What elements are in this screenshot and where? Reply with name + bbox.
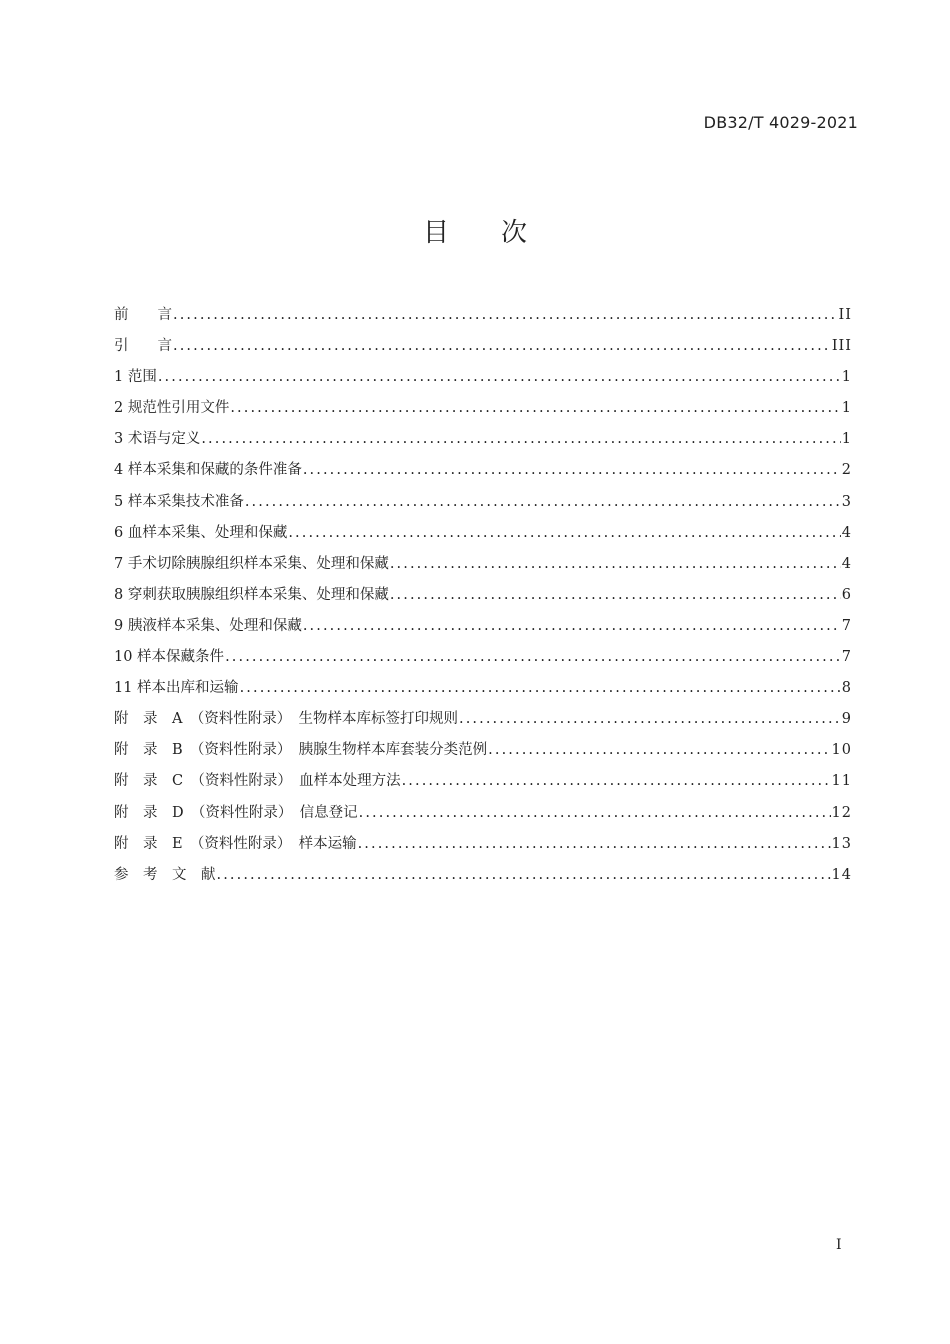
toc-entry[interactable] — [114, 518, 852, 549]
page-title — [0, 212, 950, 249]
toc-entry[interactable] — [114, 362, 852, 393]
toc-entry-page: 1 — [841, 400, 852, 417]
toc-entry-label: 9 胰液样本采集、处理和保藏 — [114, 617, 302, 634]
toc-entry-label: 4 样本采集和保藏的条件准备 — [114, 462, 302, 479]
toc-entry-label: 附 录 E （资料性附录） 样本运输 — [114, 835, 357, 852]
toc-entry-label: 10 样本保藏条件 — [114, 649, 225, 666]
toc-entry-label: 2 规范性引用文件 — [114, 400, 230, 417]
toc-entry-label: 参 考 文 献 — [114, 866, 216, 883]
toc-dot-leader — [390, 549, 841, 580]
document-id: DB32/T 4029-2021 — [703, 113, 858, 132]
toc-entry[interactable] — [114, 549, 852, 580]
toc-entry[interactable] — [114, 300, 852, 331]
toc-entry[interactable] — [114, 766, 852, 797]
toc-entry-page: 1 — [841, 369, 852, 386]
toc-entry-page: 1 — [841, 431, 852, 448]
toc-entry-page: 2 — [841, 462, 852, 479]
toc-entry-page: 6 — [841, 586, 852, 603]
toc-entry[interactable] — [114, 611, 852, 642]
toc-entry[interactable] — [114, 642, 852, 673]
toc-entry[interactable] — [114, 393, 852, 424]
toc-entry-label: 附 录 D （资料性附录） 信息登记 — [114, 804, 358, 821]
toc-entry-label: 5 样本采集技术准备 — [114, 493, 244, 510]
toc-dot-leader — [390, 580, 841, 611]
toc-dot-leader — [217, 860, 831, 891]
toc-dot-leader — [158, 362, 841, 393]
toc-entry-page: 3 — [841, 493, 852, 510]
toc-entry[interactable] — [114, 860, 852, 891]
toc-dot-leader — [303, 611, 841, 642]
toc-dot-leader — [488, 735, 830, 766]
table-of-contents — [114, 300, 852, 891]
toc-entry[interactable] — [114, 424, 852, 455]
toc-entry-label: 附 录 A （资料性附录） 生物样本库标签打印规则 — [114, 711, 458, 728]
toc-dot-leader — [459, 704, 841, 735]
toc-entry-page: 4 — [841, 524, 852, 541]
toc-entry-page: III — [831, 338, 852, 355]
toc-entry-label: 11 样本出库和运输 — [114, 680, 239, 697]
toc-entry[interactable] — [114, 455, 852, 486]
toc-dot-leader — [201, 424, 840, 455]
toc-entry[interactable] — [114, 829, 852, 860]
page-number: I — [836, 1237, 842, 1253]
toc-entry[interactable] — [114, 704, 852, 735]
toc-entry-page: 7 — [841, 649, 852, 666]
toc-entry-page: 12 — [831, 804, 852, 821]
toc-dot-leader — [230, 393, 840, 424]
toc-entry-page: 9 — [841, 711, 852, 728]
toc-dot-leader — [358, 829, 831, 860]
toc-entry[interactable] — [114, 673, 852, 704]
toc-entry-label: 前 言 — [114, 307, 172, 323]
toc-entry-label: 3 术语与定义 — [114, 431, 201, 448]
toc-dot-leader — [359, 798, 831, 829]
toc-entry-label: 7 手术切除胰腺组织样本采集、处理和保藏 — [114, 555, 389, 572]
toc-dot-leader — [288, 518, 840, 549]
toc-dot-leader — [173, 331, 831, 362]
title-char-2: 次 — [501, 218, 528, 248]
toc-entry-page: 8 — [841, 680, 852, 697]
toc-entry[interactable] — [114, 798, 852, 829]
toc-entry[interactable] — [114, 735, 852, 766]
toc-dot-leader — [240, 673, 841, 704]
toc-entry-page: 14 — [831, 866, 852, 883]
toc-dot-leader — [245, 487, 841, 518]
toc-dot-leader — [402, 766, 831, 797]
toc-entry-label: 8 穿刺获取胰腺组织样本采集、处理和保藏 — [114, 586, 389, 603]
toc-entry-page: 13 — [831, 835, 852, 852]
toc-entry-label: 6 血样本采集、处理和保藏 — [114, 524, 288, 541]
toc-entry[interactable] — [114, 331, 852, 362]
toc-entry-label: 引 言 — [114, 338, 172, 355]
toc-entry-page: II — [838, 307, 852, 323]
toc-dot-leader — [303, 455, 841, 486]
toc-dot-leader — [173, 300, 838, 331]
toc-entry-label: 附 录 C （资料性附录） 血样本处理方法 — [114, 773, 401, 790]
toc-entry-page: 11 — [831, 773, 852, 790]
title-char-1: 目 — [422, 218, 449, 248]
toc-entry-page: 4 — [841, 555, 852, 572]
toc-entry[interactable] — [114, 580, 852, 611]
toc-entry-page: 7 — [841, 617, 852, 634]
toc-entry[interactable] — [114, 487, 852, 518]
toc-entry-label: 1 范围 — [114, 369, 157, 386]
toc-entry-page: 10 — [831, 742, 852, 759]
toc-dot-leader — [225, 642, 841, 673]
toc-entry-label: 附 录 B （资料性附录） 胰腺生物样本库套装分类范例 — [114, 742, 488, 759]
